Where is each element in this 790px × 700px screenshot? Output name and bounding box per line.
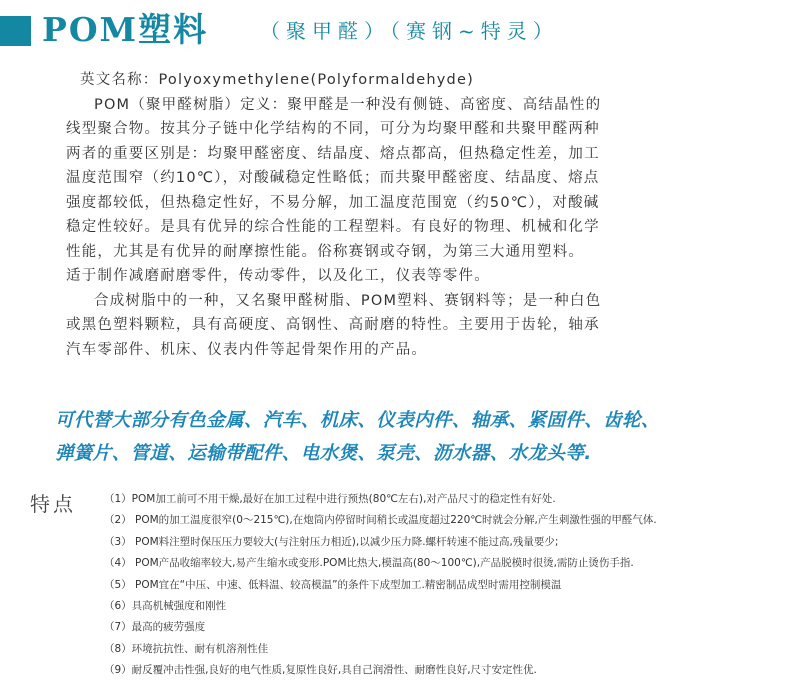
feature-item: （9）耐反覆冲击性强,良好的电气性质,复原性良好,具自己润滑性、耐磨性良好,尺寸安定性优. (104, 664, 537, 677)
feature-item: （3） POM料注塑时保压压力要较大(与注射压力相近),以减少压力降.螺杆转速不能过高,残量要少; (104, 535, 559, 548)
definition-line: POM（聚甲醛树脂）定义：聚甲醛是一种没有侧链、高密度、高结晶性的 (94, 96, 602, 113)
definition-line: 性能，尤其是有优异的耐摩擦性能。俗称赛钢或夺钢，为第三大通用塑料。 (66, 243, 585, 260)
page-subtitle: （聚甲醛）（赛钢~特灵） (260, 19, 559, 43)
page-header (0, 0, 790, 62)
feature-item: （5） POM宜在“中压、中速、低料温、较高模温”的条件下成型加工.精密制品成型时需用控制模温 (104, 578, 562, 591)
applications-line: 弹簧片、管道、运输带配件、电水煲、泵壳、沥水器、水龙头等. (55, 443, 592, 464)
definition-line: 温度范围窄（约10℃），对酸碱稳定性略低；而共聚甲醛密度、结晶度、熔点 (66, 170, 600, 186)
feature-item: （1）POM加工前可不用干燥,最好在加工过程中进行预热(80℃左右),对产品尺寸的稳定性有好处. (104, 493, 556, 505)
header-accent-bar (0, 16, 31, 46)
definition-line: 稳定性较好。是具有优异的综合性能的工程塑料。有良好的物理、机械和化学 (66, 219, 600, 235)
definition-line: 强度都较低，但热稳定性好，不易分解，加工温度范围宽（约50℃），对酸碱 (66, 194, 600, 211)
feature-item: （4） POM产品收缩率较大,易产生缩水或变形.POM比热大,模温高(80～100℃),产品脱模时很烫,需防止烫伤手指. (104, 557, 634, 570)
definition-line: 英文名称：Polyoxymethylene(Polyformaldehyde) (80, 72, 474, 88)
page-title: POM塑料 (42, 10, 209, 49)
definition-line: 汽车零部件、机床、仪表内件等起骨架作用的产品。 (66, 341, 428, 358)
feature-item: （6）具高机械强度和刚性 (104, 599, 227, 612)
definition-line: 合成树脂中的一种，又名聚甲醛树脂、POM塑料、赛钢料等；是一种白色 (94, 292, 602, 309)
features-list (104, 489, 764, 682)
definition-line: 适于制作减磨耐磨零件，传动零件，以及化工，仪表等零件。 (66, 268, 490, 284)
definition-line: 线型聚合物。按其分子链中化学结构的不同，可分为均聚甲醛和共聚甲醛两种 (66, 121, 600, 137)
definition-section (66, 68, 706, 362)
features-label: 特点 (30, 492, 76, 516)
definition-line: 两者的重要区别是：均聚甲醛密度、结晶度、熔点都高，但热稳定性差，加工 (66, 145, 600, 162)
definition-line: 或黑色塑料颗粒，具有高硬度、高钢性、高耐磨的特性。主要用于齿轮，轴承 (66, 317, 600, 333)
applications-line: 可代替大部分有色金属、汽车、机床、仪表内件、轴承、紧固件、齿轮、 (55, 410, 660, 431)
feature-item: （8）环境抗抗性、耐有机溶剂性佳 (104, 642, 269, 655)
applications-section (55, 404, 755, 470)
feature-item: （2） POM的加工温度很窄(0～215℃),在炮筒内停留时间稍长或温度超过220℃时就会分解,产生刺激性强的甲醛气体. (104, 514, 657, 527)
feature-item: （7）最高的疲劳强度 (104, 621, 206, 634)
